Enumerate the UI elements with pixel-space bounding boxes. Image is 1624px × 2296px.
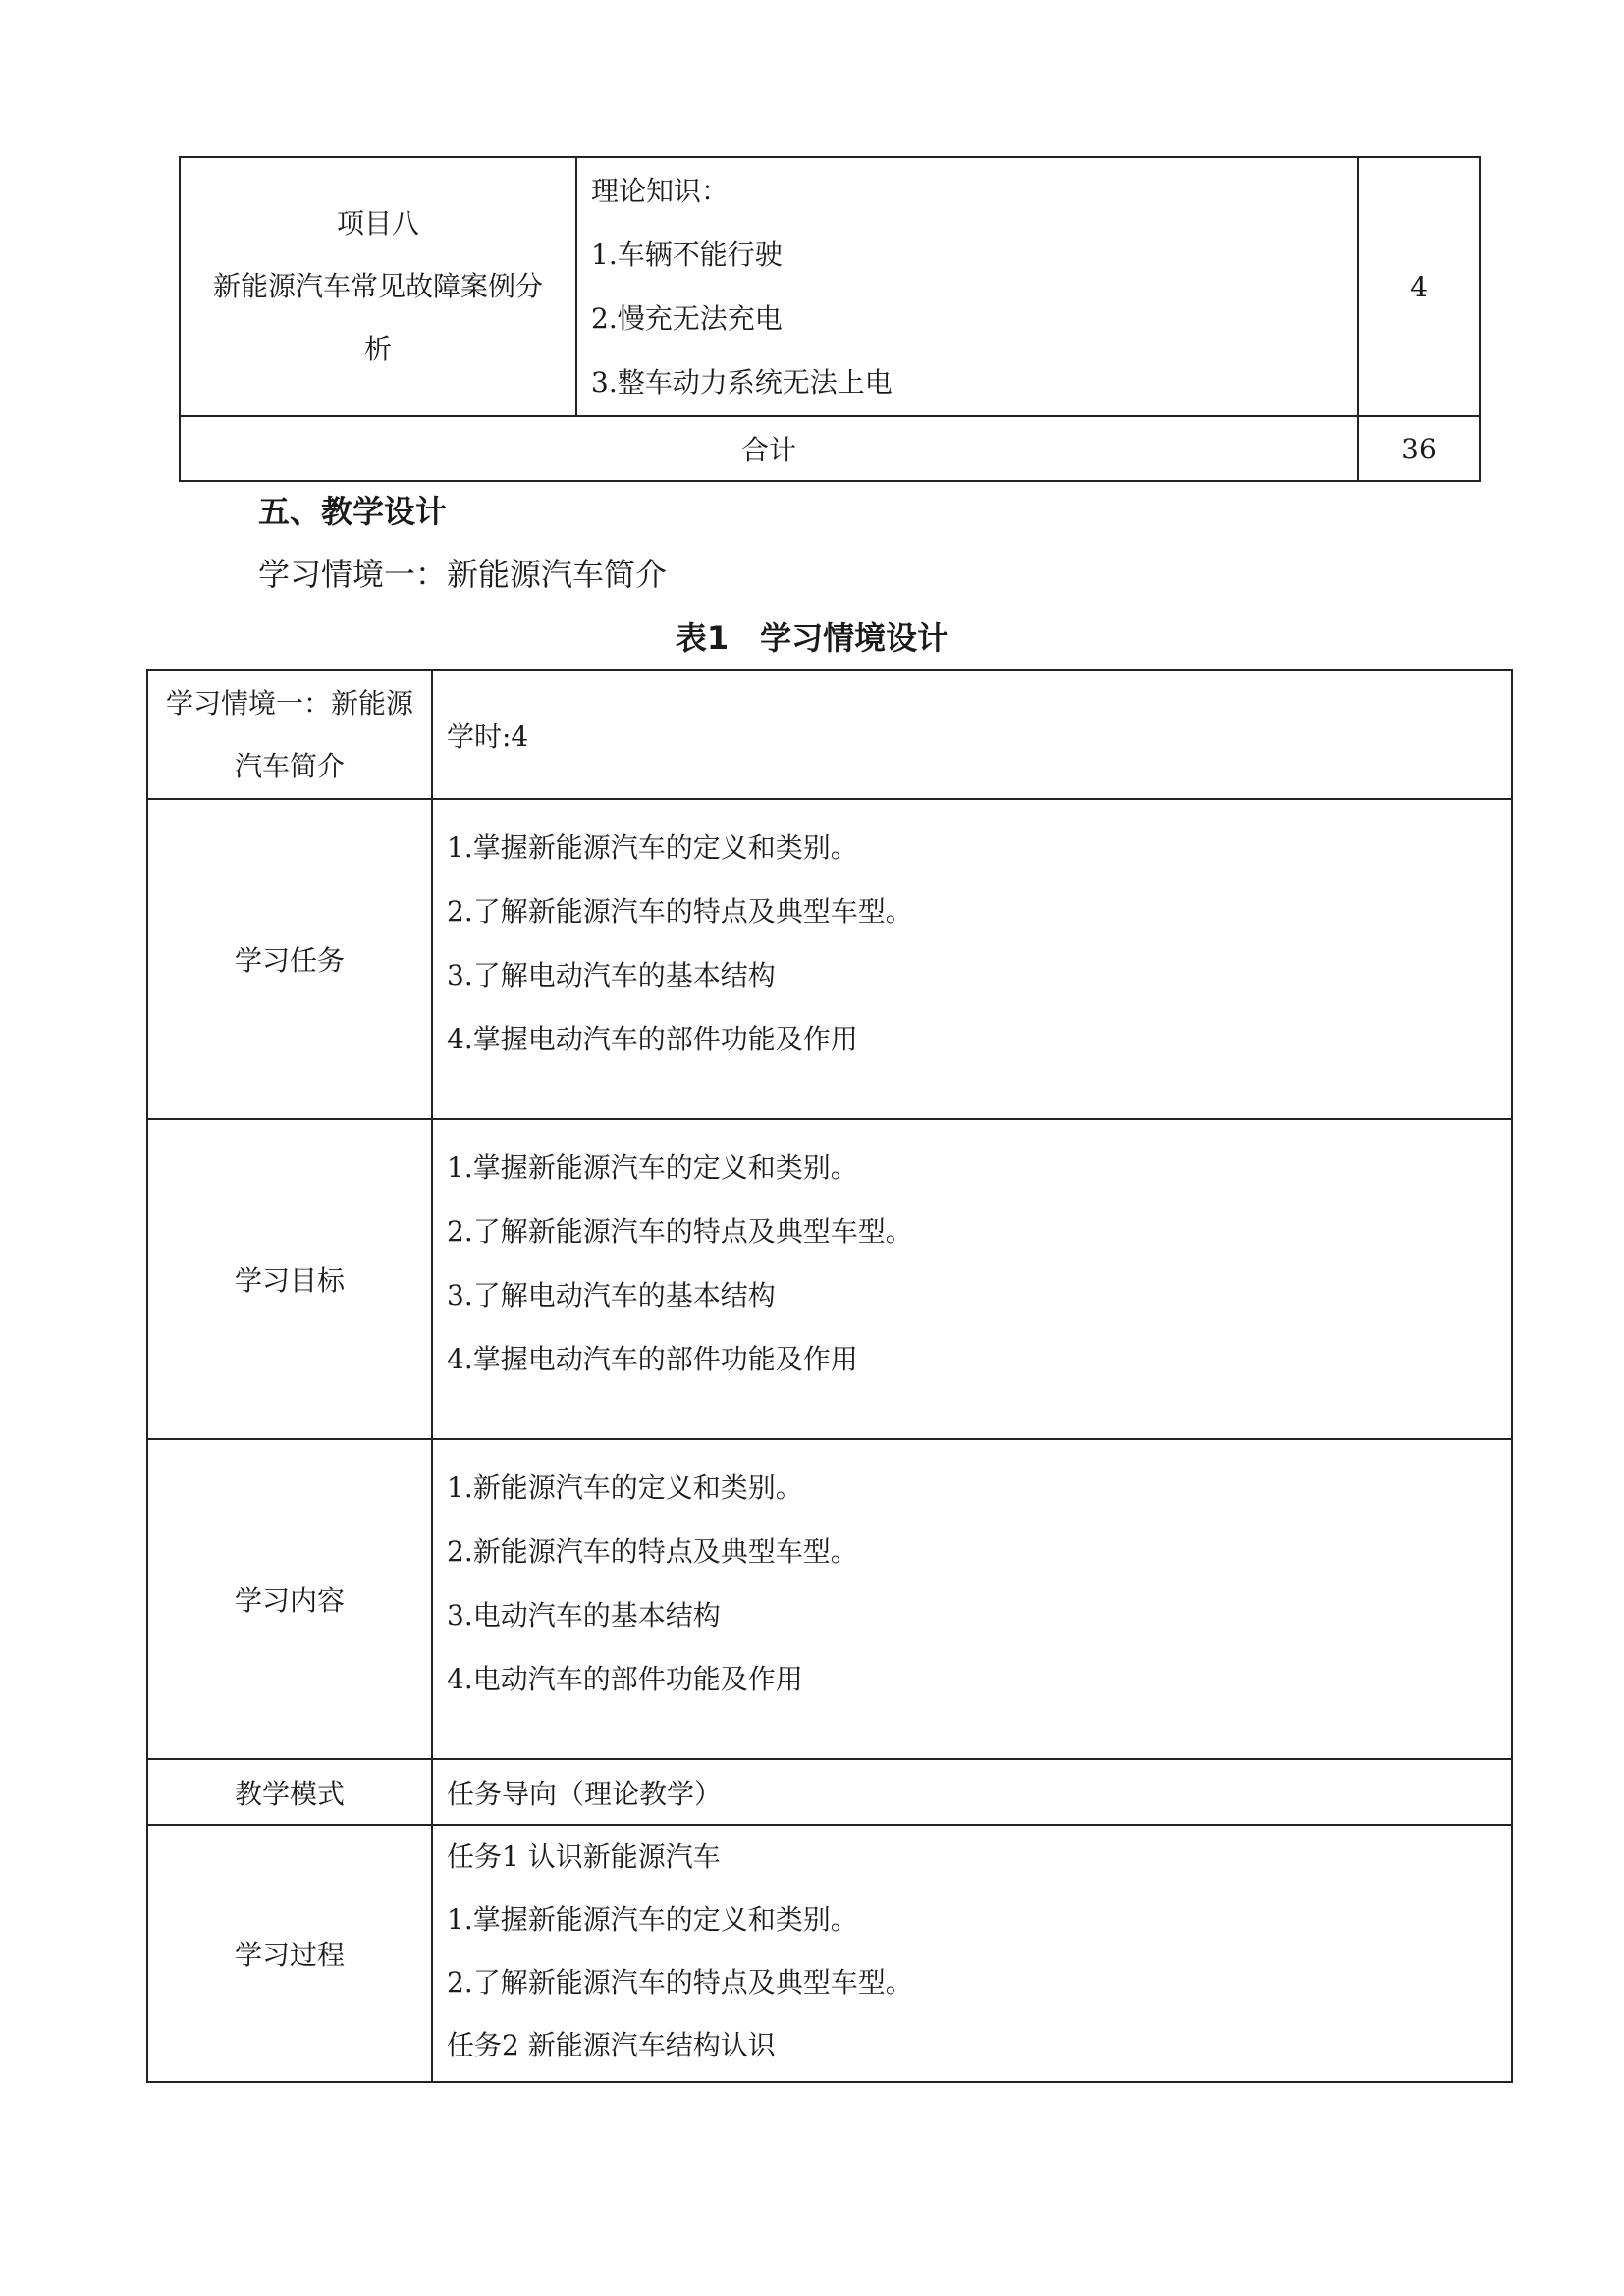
row-content-cell	[432, 1439, 1512, 1759]
content-line: 任务1 认识新能源汽车	[447, 1841, 721, 1873]
table-row	[180, 157, 1480, 416]
row-label-cell: 教学模式	[147, 1759, 432, 1825]
total-hours-cell: 36	[1358, 416, 1480, 481]
project-name-line: 新能源汽车常见故障案例分	[212, 270, 543, 302]
project-content-cell	[576, 157, 1358, 416]
project-name-line: 析	[363, 333, 392, 365]
table-row	[180, 416, 1480, 481]
table-row	[147, 799, 1512, 1119]
situation-label-line: 学习情境一：新能源	[165, 686, 413, 720]
section-heading: 五、教学设计	[258, 493, 448, 530]
content-line: 4.电动汽车的部件功能及作用	[447, 1663, 803, 1695]
content-line: 3.了解电动汽车的基本结构	[447, 959, 776, 991]
total-label-cell: 合计	[180, 416, 1358, 481]
table-caption: 表1 学习情境设计	[675, 619, 949, 657]
content-line: 1.掌握新能源汽车的定义和类别。	[447, 831, 858, 864]
content-line: 1.掌握新能源汽车的定义和类别。	[447, 1903, 858, 1936]
content-line: 任务2 新能源汽车结构认识	[447, 2029, 776, 2061]
content-line: 4.掌握电动汽车的部件功能及作用	[447, 1343, 858, 1375]
content-line: 理论知识：	[591, 175, 730, 207]
content-line: 2.了解新能源汽车的特点及典型车型。	[447, 1215, 913, 1248]
content-line: 3.整车动力系统无法上电	[591, 366, 893, 399]
course-hours-table	[179, 156, 1481, 482]
situation-label-cell	[147, 670, 432, 799]
content-line: 1.新能源汽车的定义和类别。	[447, 1471, 803, 1504]
content-line: 2.慢充无法充电	[591, 302, 783, 335]
table-row	[147, 1119, 1512, 1439]
project-name-line: 项目八	[336, 207, 419, 240]
row-label-cell: 学习目标	[147, 1119, 432, 1439]
row-content-cell	[432, 799, 1512, 1119]
table-row	[147, 1825, 1512, 2082]
content-line: 3.电动汽车的基本结构	[447, 1599, 721, 1631]
project-name-cell	[180, 157, 576, 416]
content-line: 1.车辆不能行驶	[591, 239, 783, 271]
row-label-cell: 学习内容	[147, 1439, 432, 1759]
content-line: 1.掌握新能源汽车的定义和类别。	[447, 1151, 858, 1184]
project-hours-cell: 4	[1358, 157, 1480, 416]
situation-hours-cell: 学时:4	[432, 670, 1512, 799]
row-label-cell: 学习过程	[147, 1825, 432, 2082]
row-label-cell: 学习任务	[147, 799, 432, 1119]
learning-situation-table	[146, 669, 1513, 2083]
content-line: 2.了解新能源汽车的特点及典型车型。	[447, 1966, 913, 1999]
subsection-heading: 学习情境一：新能源汽车简介	[258, 556, 668, 593]
content-line: 2.新能源汽车的特点及典型车型。	[447, 1535, 858, 1568]
row-content-cell	[432, 1825, 1512, 2082]
content-line: 3.了解电动汽车的基本结构	[447, 1279, 776, 1311]
table-row	[147, 1439, 1512, 1759]
situation-label-line: 汽车简介	[234, 749, 345, 782]
content-line: 4.掌握电动汽车的部件功能及作用	[447, 1023, 858, 1055]
table-row	[147, 1759, 1512, 1825]
content-line: 2.了解新能源汽车的特点及典型车型。	[447, 895, 913, 928]
row-content-cell: 任务导向（理论教学）	[432, 1759, 1512, 1825]
table-row	[147, 670, 1512, 799]
row-content-cell	[432, 1119, 1512, 1439]
